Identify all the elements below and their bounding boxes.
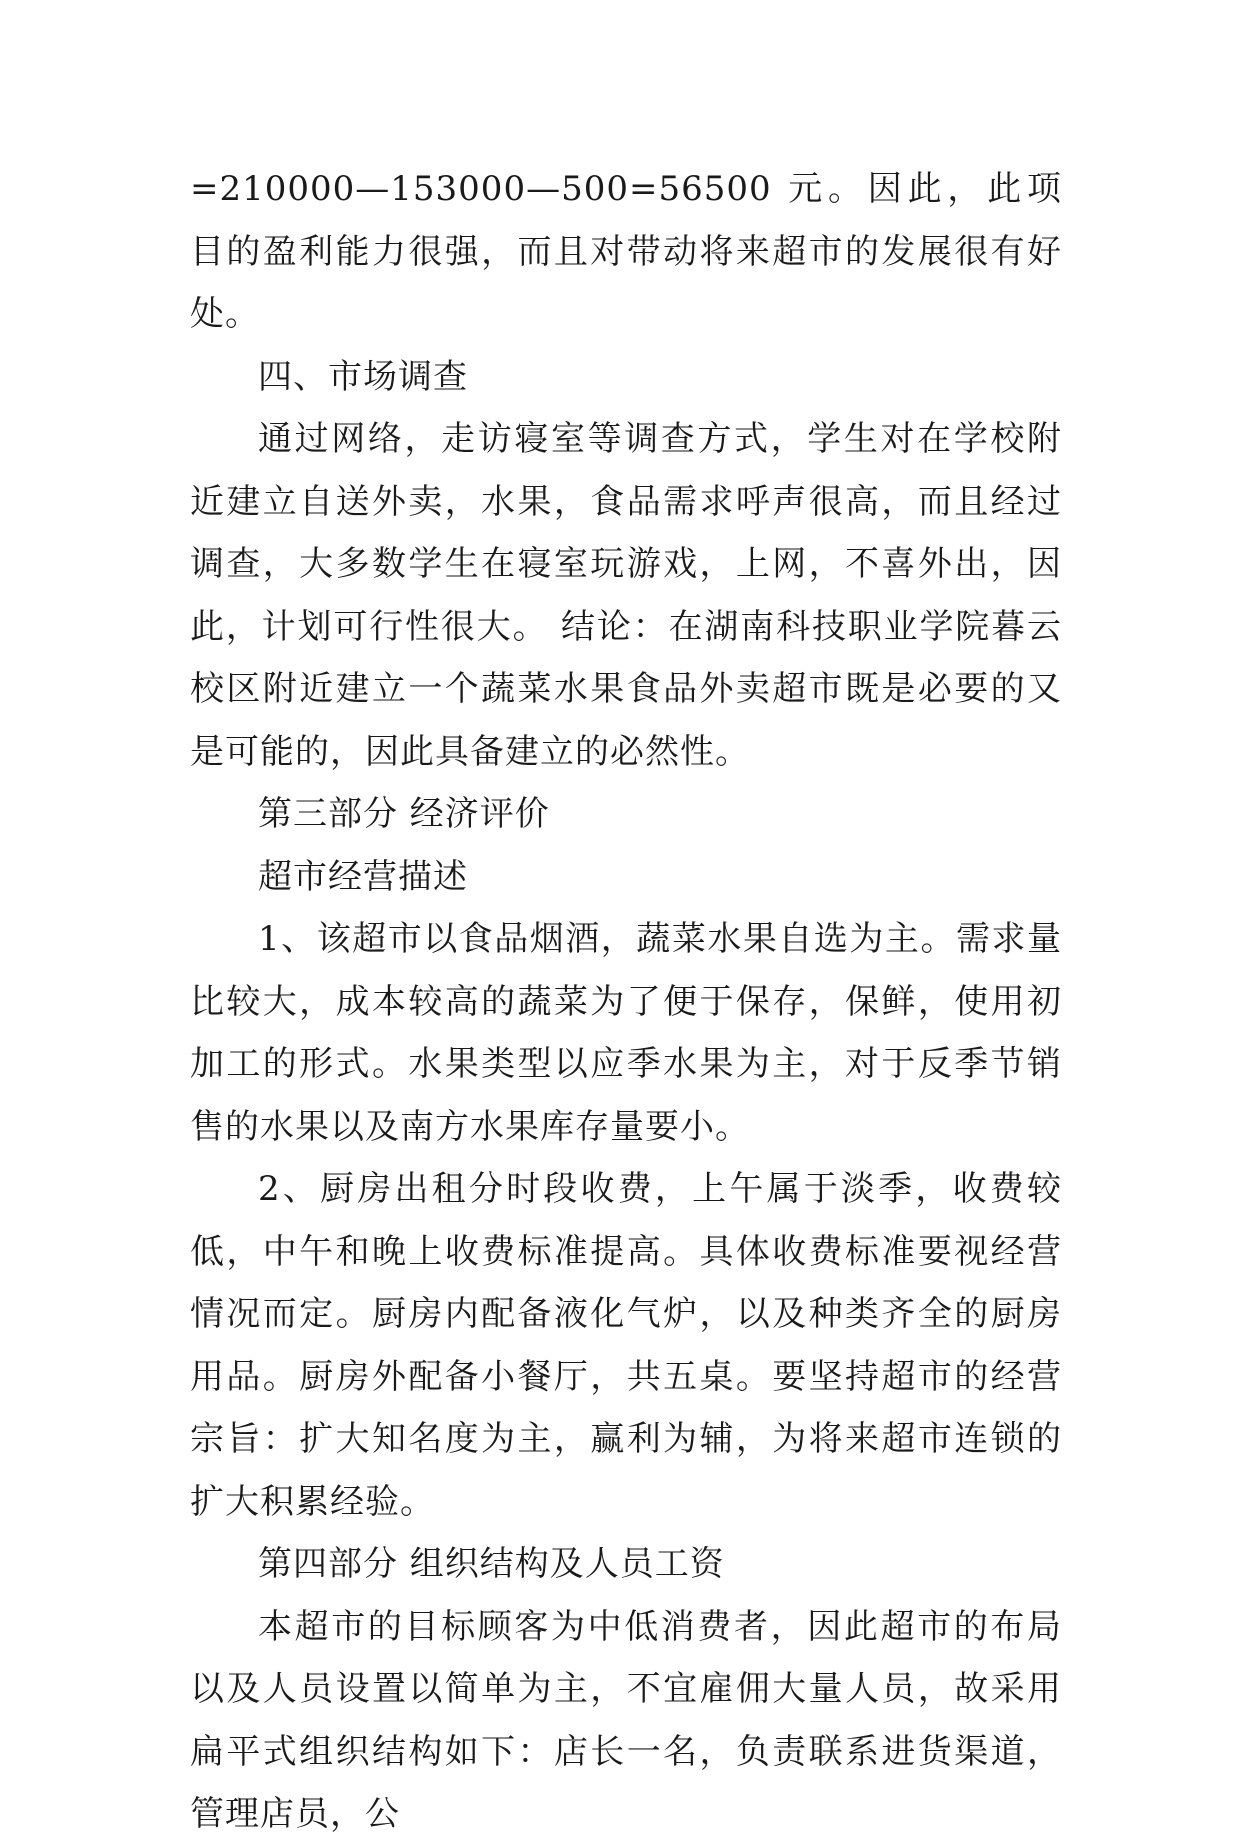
heading-part-three: 第三部分 经济评价 [258,794,550,834]
paragraph-survey-result: 通过网络，走访寝室等调查方式，学生对在学校附近建立自送外卖，水果，食品需求呼声很高，而且经过调查，大多数学生在寝室玩游戏，上网，不喜外出，因此，计划可行性很大。 结论：在湖南科技职业学院暮云校区附近建立一个蔬菜水果食品外卖超市既是必要的又是可能的，因此具备建立的必然性。 [190,419,1062,772]
document-body [190,158,1062,1846]
paragraph-organization: 本超市的目标顾客为中低消费者，因此超市的布局以及人员设置以简单为主，不宜雇佣大量人员，故采用扁平式组织结构如下：店长一名，负责联系进货渠道，管理店员，公 [190,1606,1062,1834]
paragraph-item-2: 2、厨房出租分时段收费，上午属于淡季，收费较低，中午和晚上收费标准提高。具体收费标准要视经营情况而定。厨房内配备液化气炉，以及种类齐全的厨房用品。厨房外配备小餐厅，共五桌。要坚持超市的经营宗旨：扩大知名度为主，赢利为辅，为将来超市连锁的扩大积累经验。 [190,1169,1062,1522]
heading-market-survey: 四、市场调查 [258,356,468,397]
heading-part-four: 第四部分 组织结构及人员工资 [258,1544,725,1584]
paragraph-profit-conclusion: =210000—153000—500=56500 元。因此，此项目的盈利能力很强，而且对带动将来超市的发展很有好处。 [190,169,1062,334]
heading-operation-description: 超市经营描述 [258,856,468,897]
paragraph-item-1: 1、该超市以食品烟酒，蔬菜水果自选为主。需求量比较大，成本较高的蔬菜为了便于保存，保鲜，使用初加工的形式。水果类型以应季水果为主，对于反季节销售的水果以及南方水果库存量要小。 [190,919,1062,1147]
